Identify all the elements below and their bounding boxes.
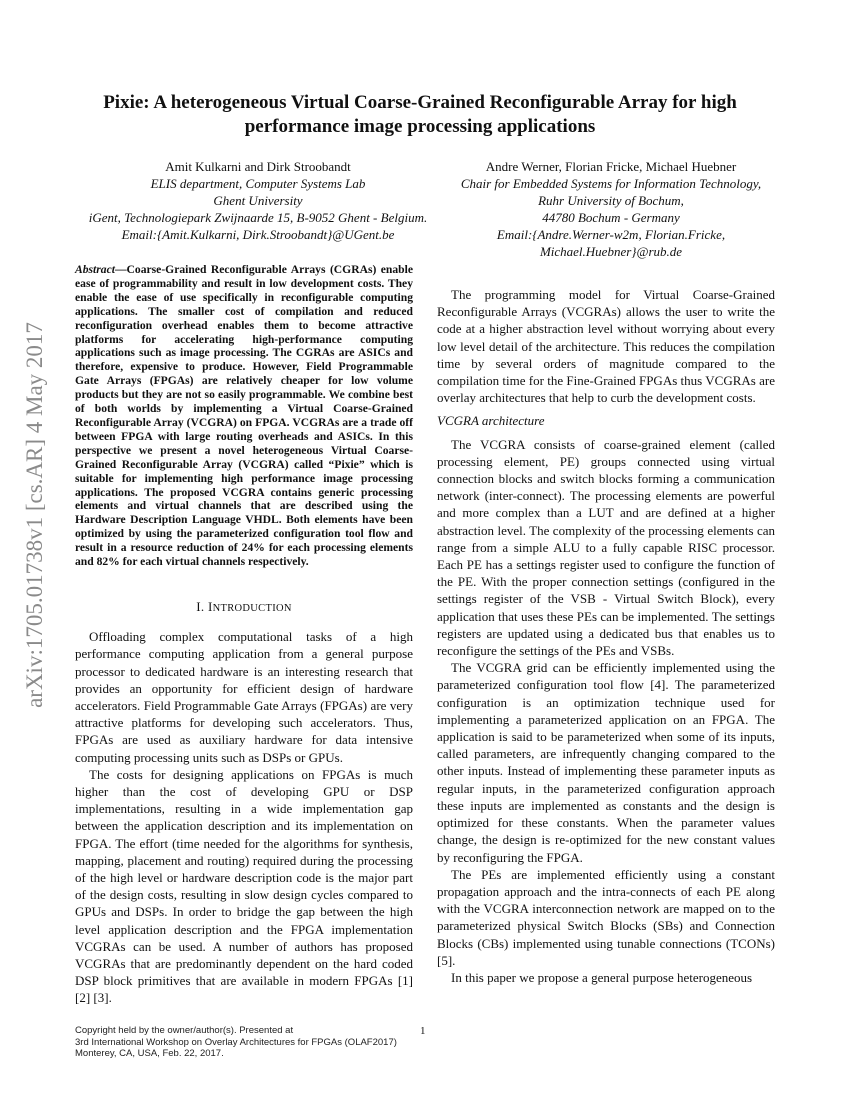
author-chair-right: Chair for Embedded Systems for Information Technology, xyxy=(460,176,762,191)
right-paragraph-4: The PEs are implemented efficiently using a constant propagation approach and the intra-connects of each PE along with the VCGRA interconnection network are mapped on to the parameterized physical Switch Blocks (SBs) and Connection Blocks (CBs) implemented using tunable connections (TCONs) [5]. xyxy=(437,866,775,968)
author-address-left: iGent, Technologiepark Zwijnaarde 15, B-9052 Ghent - Belgium. xyxy=(88,210,428,225)
author-email-right-2: Michael.Huebner}@rub.de xyxy=(539,244,683,259)
paper-title xyxy=(80,91,760,139)
right-column xyxy=(437,286,775,986)
copyright-footnote xyxy=(75,1025,435,1060)
title-line-1: Pixie: A heterogeneous Virtual Coarse-Grained Reconfigurable Array for high xyxy=(103,92,737,113)
author-block-left xyxy=(68,158,448,243)
abstract xyxy=(75,263,413,569)
right-paragraph-2: The VCGRA consists of coarse-grained element (called processing element, PE) groups connected using virtual connection blocks and switch blocks forming a communication network (inter-connect). The processing elements are powerful and more complex than a LUT and are defined at a higher abstraction level. The complexity of the processing elements can range from a simple ALU to a fully capable RISC processor. Each PE has a settings register used to configure the function of the PE. With the proper connection settings (configured in the settings register of the VSB - Virtual Switch Block), every application that uses these PEs can be implemented. The settings registers are updated using a dedicated bus that enables us to reconfigure the settings of the PEs and VSBs. xyxy=(437,436,775,659)
author-dept-left: ELIS department, Computer Systems Lab xyxy=(150,176,366,191)
arxiv-identifier-stamp xyxy=(23,265,47,765)
footnote-line-2: 3rd International Workshop on Overlay Architectures for FPGAs (OLAF2017) xyxy=(75,1036,397,1048)
abstract-text: —Coarse-Grained Reconfigurable Arrays (CGRAs) enable ease of programmability and result in low development costs. They enable the ease of use specifically in reconfigurable computing applications. The smaller cost of compilation and reduced reconfiguration overhead enables them to become attractive platforms for accelerating high-performance computing applications such as image processing. The CGRAs are ASICs and therefore, expensive to produce. However, Field Programmable Gate Arrays (FPGAs) are relatively cheaper for low volume products but they are not so easily programmable. We combine best of both worlds by implementing a Virtual Coarse-Grained Reconfigurable Array (VCGRA) on FPGA. VCGRAs are a trade off between FPGA with large routing overheads and ASICs. In this perspective we present a novel heterogeneous Virtual Coarse-Grained Reconfigurable Array (VCGRA) called “Pixie” which is suitable for implementing high performance image processing applications. The proposed VCGRA contains generic processing elements and virtual channels that are described using the Hardware Description Language VHDL. Both elements have been optimized by using the parameterized configuration tool flow and result in a resource reduction of 24% for each processing elements and 82% for each virtual channels respectively. xyxy=(75,263,413,569)
author-univ-right: Ruhr University of Bochum, xyxy=(538,193,684,208)
section-title-rest: NTRODUCTION xyxy=(212,602,292,614)
section-title-initial: I xyxy=(207,598,213,614)
intro-paragraph-1: Offloading complex computational tasks of a high performance computing application from a general purpose processor to dedicated hardware is an interesting research that provides an opportunity for efficient design of hardware accelerators. Field Programmable Gate Arrays (FPGAs) are very attractive platforms for developing such accelerators. Thus, FPGAs are used as auxiliary hardware for data intensive computing processing units such as DSPs or GPUs. xyxy=(75,629,413,765)
subsection-heading-vcgra-architecture: VCGRA architecture xyxy=(437,413,545,429)
intro-paragraph-2: The costs for designing applications on FPGAs is much higher than the cost of developing GPU or DSP implementations, resulting in a wide implementation gap between the application description and its implementation on FPGA. The effort (time needed for the algorithms for synthesis, mapping, placement and routing) required during the processing of the high level or hardware description code is the major part of the design costs, resulting in slow design cycles compared to GPUs and DSPs. In order to bridge the gap between the high level application description and the FPGA implementation VCGRAs can be used. A number of authors has proposed VCGRAs that are predominantly dependent on the hard coded DSP block primitives that are available in modern FPGAs [1] [2] [3]. xyxy=(75,766,413,1006)
arxiv-identifier-text: arXiv:1705.01738v1 [cs.AR] 4 May 2017 xyxy=(22,322,47,708)
author-names-left: Amit Kulkarni and Dirk Stroobandt xyxy=(165,159,351,174)
footnote-line-1: Copyright held by the owner/author(s). Presented at xyxy=(75,1025,294,1036)
section-heading-introduction xyxy=(75,598,413,617)
author-univ-left: Ghent University xyxy=(213,193,303,208)
author-block-right xyxy=(436,158,786,260)
left-column xyxy=(75,263,413,1007)
author-address-right: 44780 Bochum - Germany xyxy=(542,210,680,225)
author-email-right-1: Email:{Andre.Werner-w2m, Florian.Fricke, xyxy=(496,227,726,242)
right-paragraph-3: The VCGRA grid can be efficiently implemented using the parameterized configuration tool flow [4]. The parameterized configuration is an optimization technique used for implementing a parameterized application on an FPGA. The application is said to be parameterized when some of its inputs, called parameters, are infrequently changing compared to the other inputs. Instead of implementing these parameter inputs as regular inputs, in the parameterized configuration approach these inputs are implemented as constants and the design is optimized for these constants. When the parameter values change, the design is re-optimized for the new constant values by reconfiguring the FPGA. xyxy=(437,660,775,865)
abstract-label: Abstract xyxy=(75,263,115,276)
section-number: I. xyxy=(196,598,205,614)
author-names-right: Andre Werner, Florian Fricke, Michael Huebner xyxy=(485,159,737,174)
right-paragraph-1: The programming model for Virtual Coarse-Grained Reconfigurable Arrays (VCGRAs) allows the user to write the code at a higher abstraction level without worrying about every low level detail of the architecture. This reduces the compilation time by several orders of magnitude compared to the compilation time for the Fine-Grained FPGAs thus VCGRAs are overlay architectures that help to curb the development costs. xyxy=(437,287,775,406)
title-line-2: performance image processing applications xyxy=(244,116,596,137)
author-email-left: Email:{Amit.Kulkarni, Dirk.Stroobandt}@UGent.be xyxy=(121,227,395,242)
right-paragraph-5: In this paper we propose a general purpose heterogeneous xyxy=(451,969,753,985)
footnote-line-3: Monterey, CA, USA, Feb. 22, 2017. xyxy=(75,1048,224,1059)
page-number: 1 xyxy=(420,1025,426,1037)
